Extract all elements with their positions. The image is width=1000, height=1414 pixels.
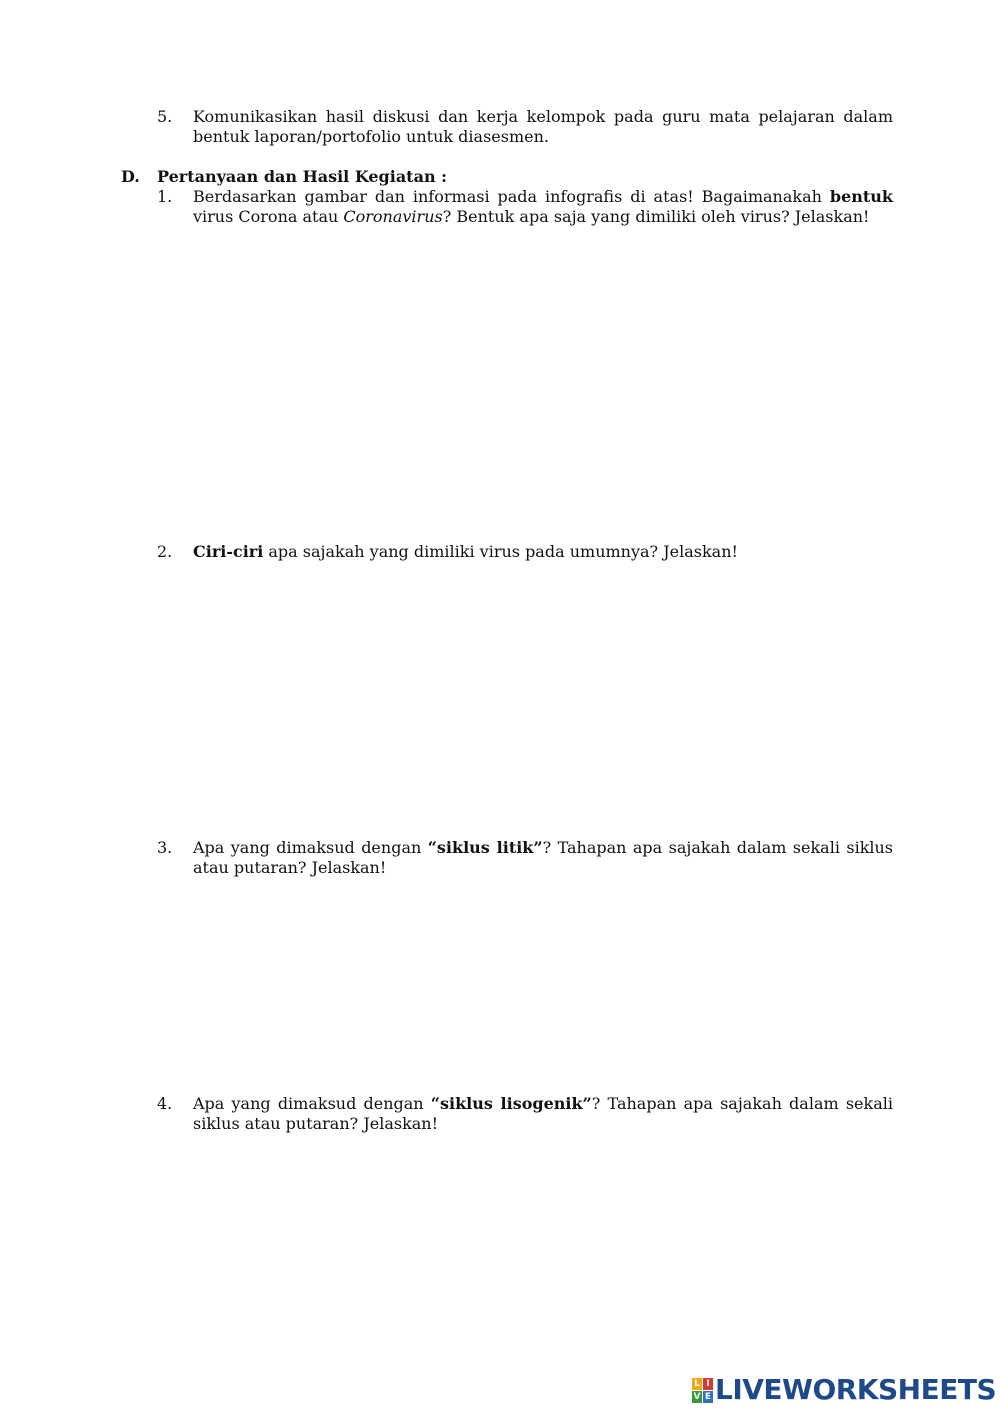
logo-letter: I [703,1378,713,1390]
question-3 [157,838,893,878]
question-number: 2. [157,542,173,561]
logo-letter: L [692,1378,702,1390]
question-number: 4. [157,1094,173,1113]
question-2 [157,542,893,562]
logo-letter: V [693,1391,701,1402]
keyword: bentuk [829,187,893,206]
question-number: 3. [157,838,173,857]
item-number: 5. [157,107,173,126]
section-title: Pertanyaan dan Hasil Kegiatan : [157,167,448,186]
keyword: Ciri-ciri [193,542,264,561]
question-text: Berdasarkan gambar dan informasi pada infografis di atas! Bagaimanakah bentuk virus Corona atau Coronavirus? Bentuk apa saja yang dimiliki oleh virus? Jelaskan! [193,187,893,226]
question-4 [157,1094,893,1134]
question-text: Apa yang dimaksud dengan “siklus lisogenik”? Tahapan apa sajakah dalam sekali siklus atau putaran? Jelaskan! [193,1094,893,1133]
question-text: Ciri-ciri apa sajakah yang dimiliki virus pada umumnya? Jelaskan! [193,542,738,561]
question-1 [157,187,893,227]
question-number: 1. [157,187,173,206]
keyword: “siklus litik” [427,838,543,857]
list-item-5 [157,107,893,147]
italic-term: Coronavirus [343,207,443,226]
keyword: “siklus lisogenik” [430,1094,592,1113]
liveworksheets-logo [692,1374,996,1406]
item-text: Komunikasikan hasil diskusi dan kerja kelompok pada guru mata pelajaran dalam bentuk laporan/portofolio untuk diasesmen. [193,107,893,146]
logo-letter: E [704,1391,712,1402]
logo-icon [692,1378,713,1403]
section-letter: D. [121,167,140,186]
question-text: Apa yang dimaksud dengan “siklus litik”? Tahapan apa sajakah dalam sekali siklus atau putaran? Jelaskan! [193,838,894,877]
logo-text: LIVEWORKSHEETS [715,1373,997,1406]
